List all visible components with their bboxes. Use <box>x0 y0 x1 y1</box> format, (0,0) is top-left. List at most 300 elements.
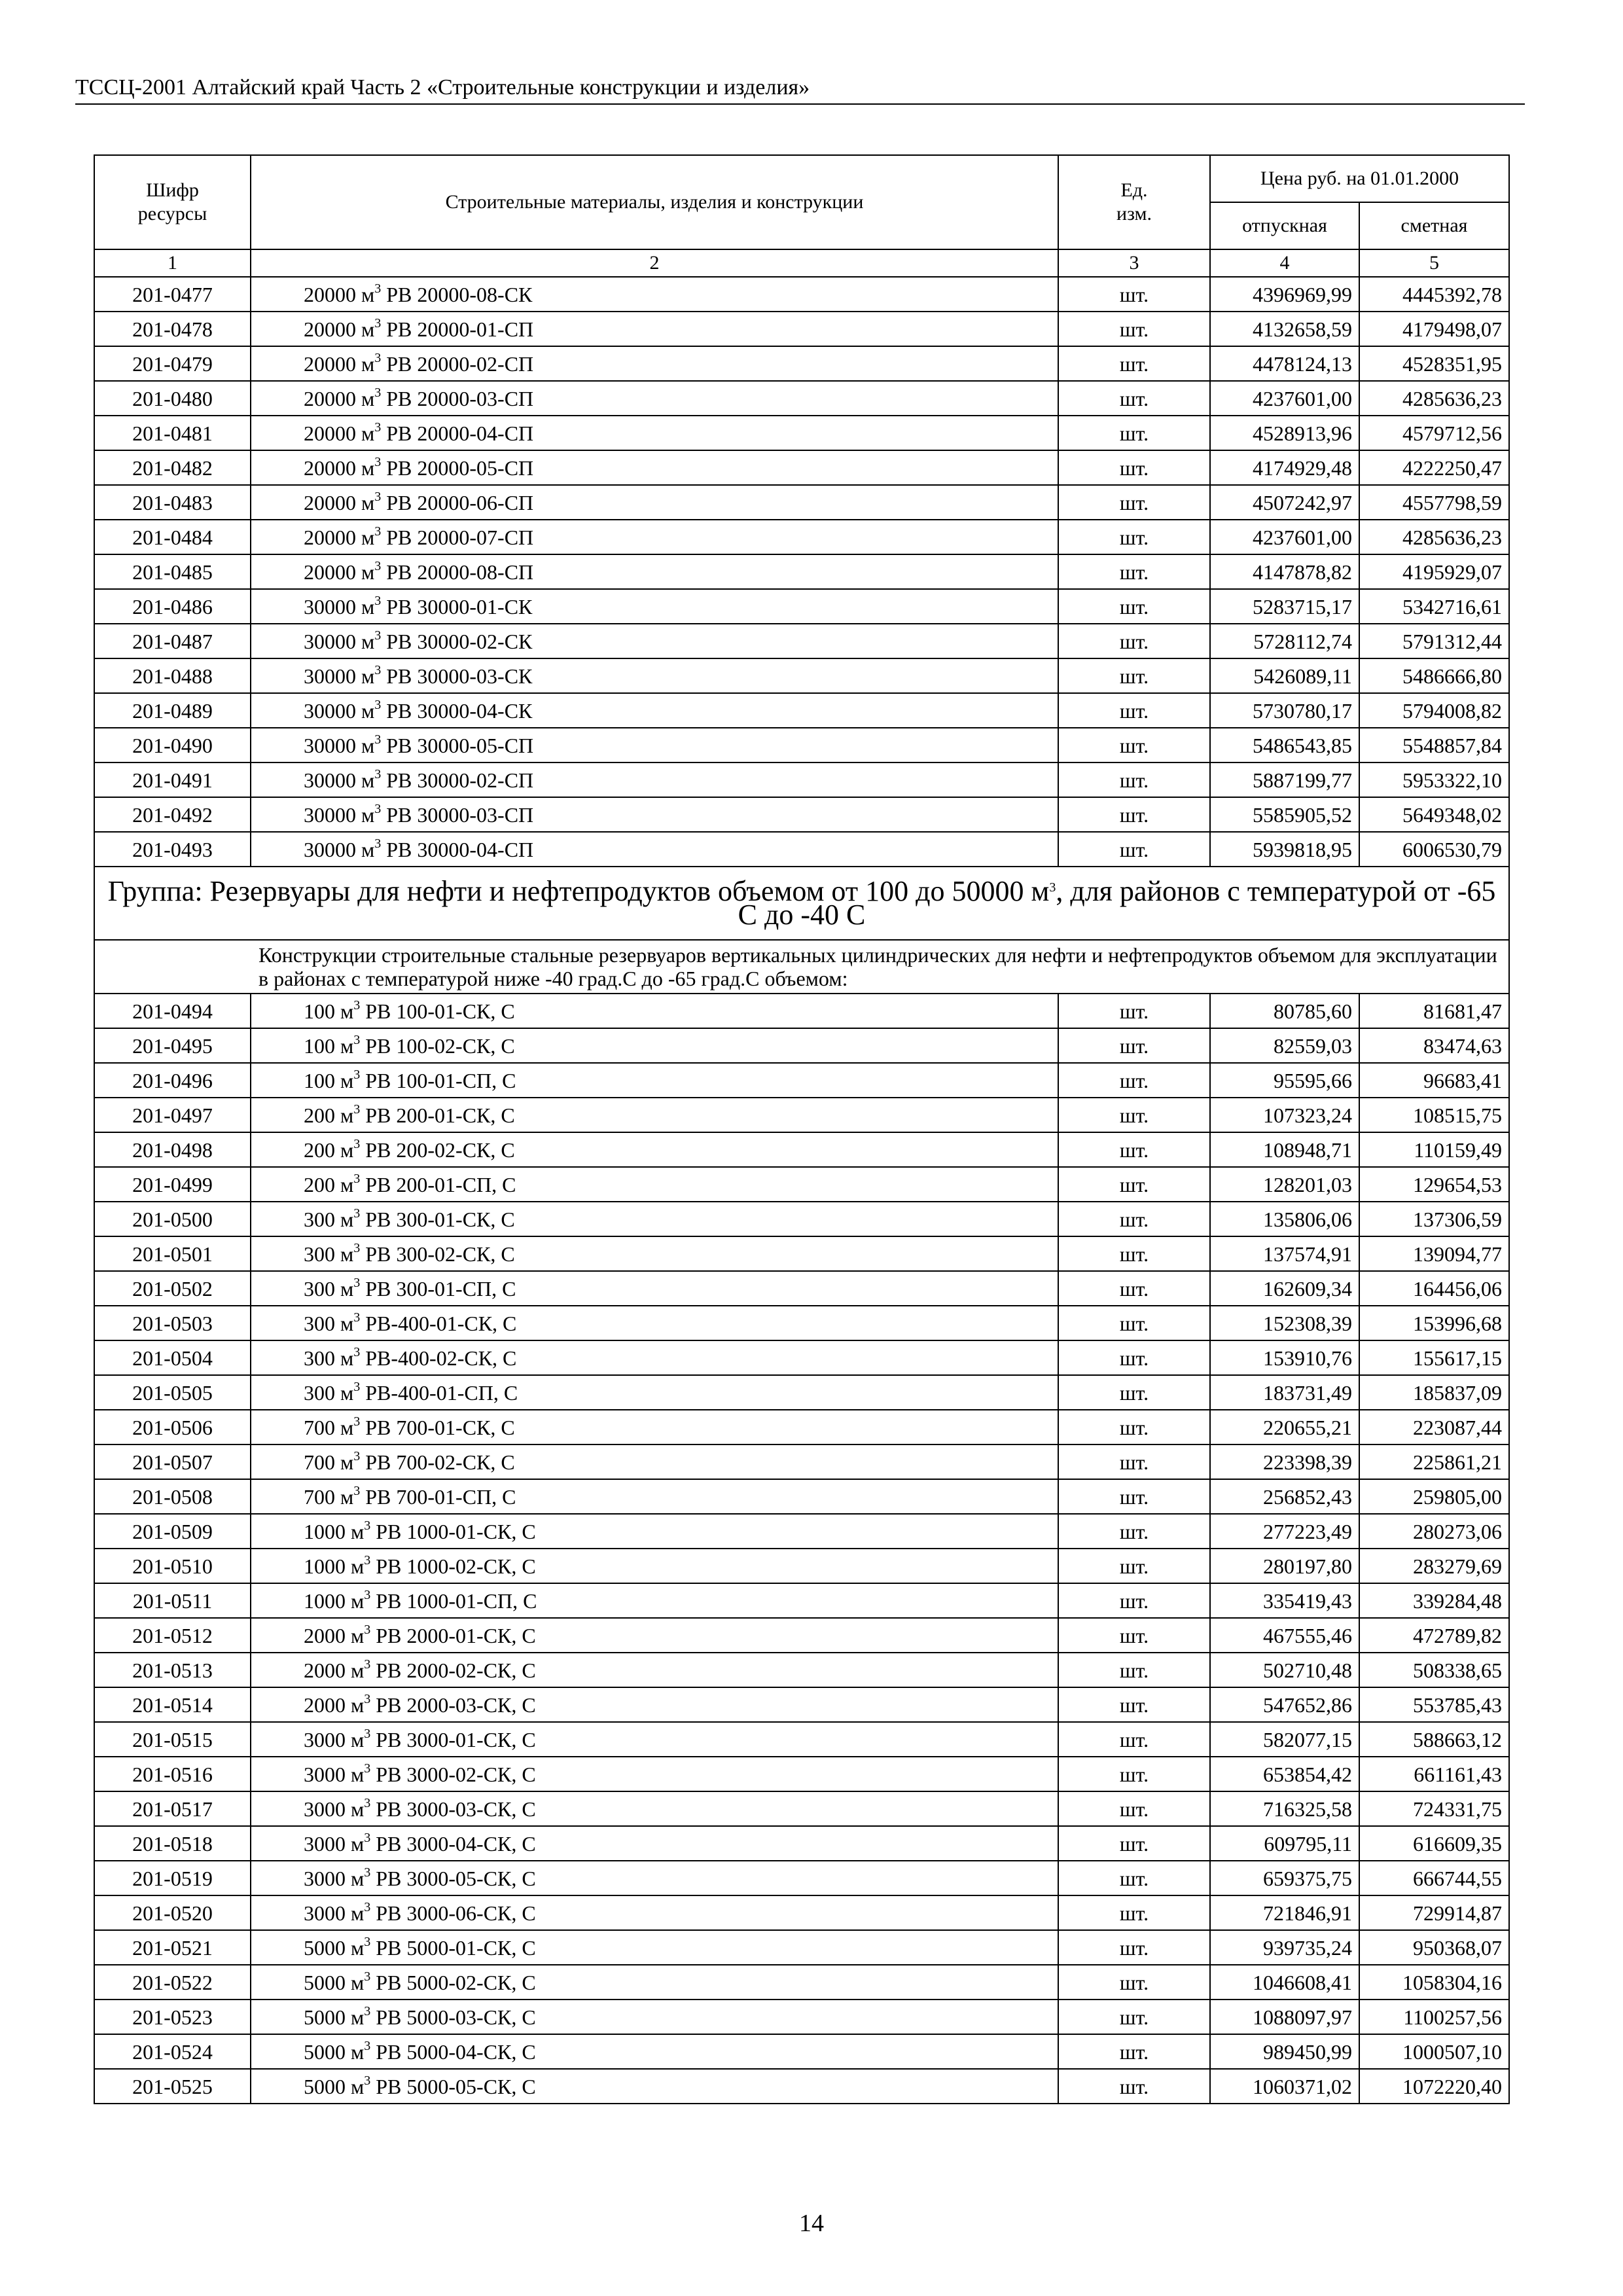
row-volume-unit: м <box>361 594 375 619</box>
row-unit: шт. <box>1058 520 1210 554</box>
row-volume: 3000 <box>304 1831 346 1856</box>
row-volume: 100 <box>304 1068 335 1092</box>
row-designation: РВ-400-02-СК, С <box>365 1346 517 1370</box>
row-price-estimate: 4195929,07 <box>1359 554 1509 589</box>
table-row <box>94 554 1509 589</box>
row-code: 201-0507 <box>94 1444 251 1479</box>
row-designation: РВ 5000-01-СК, С <box>376 1935 536 1960</box>
row-volume: 20000 <box>304 282 356 306</box>
row-price-release: 582077,15 <box>1210 1722 1359 1757</box>
row-price-estimate: 950368,07 <box>1359 1930 1509 1965</box>
table-row <box>94 1895 1509 1930</box>
row-name <box>251 277 1058 312</box>
row-unit: шт. <box>1058 2069 1210 2104</box>
row-volume-unit: м <box>351 1588 365 1613</box>
row-volume-unit-sup: 3 <box>374 836 382 851</box>
row-name <box>251 1167 1058 1202</box>
row-volume: 1000 <box>304 1554 346 1578</box>
table-row <box>94 589 1509 624</box>
row-price-release: 108948,71 <box>1210 1132 1359 1167</box>
row-price-estimate: 4579712,56 <box>1359 416 1509 450</box>
header-name: Строительные материалы, изделия и конструкции <box>251 155 1058 249</box>
row-code: 201-0489 <box>94 693 251 728</box>
row-code: 201-0512 <box>94 1618 251 1653</box>
row-volume-unit-sup: 3 <box>374 420 382 435</box>
table-row <box>94 1618 1509 1653</box>
row-price-estimate: 661161,43 <box>1359 1757 1509 1791</box>
row-name <box>251 2034 1058 2069</box>
row-price-release: 609795,11 <box>1210 1826 1359 1861</box>
row-price-estimate: 339284,48 <box>1359 1583 1509 1618</box>
row-volume-unit-sup: 3 <box>374 489 382 504</box>
row-price-estimate: 724331,75 <box>1359 1791 1509 1826</box>
row-price-release: 4507242,97 <box>1210 485 1359 520</box>
row-designation: РВ 5000-05-СК, С <box>376 2074 536 2098</box>
row-volume: 30000 <box>304 594 356 619</box>
header-price-group: Цена руб. на 01.01.2000 <box>1210 155 1509 202</box>
row-volume-unit-sup: 3 <box>374 732 382 747</box>
table-row <box>94 450 1509 485</box>
row-unit: шт. <box>1058 1271 1210 1306</box>
header-price-release: отпускная <box>1210 202 1359 249</box>
row-code: 201-0521 <box>94 1930 251 1965</box>
row-price-estimate: 5791312,44 <box>1359 624 1509 658</box>
row-volume: 100 <box>304 1033 335 1058</box>
row-volume: 2000 <box>304 1658 346 1682</box>
row-unit: шт. <box>1058 693 1210 728</box>
row-unit: шт. <box>1058 312 1210 346</box>
row-volume-unit-sup: 3 <box>364 1865 371 1880</box>
row-volume: 200 <box>304 1138 335 1162</box>
row-price-estimate: 223087,44 <box>1359 1410 1509 1444</box>
row-price-estimate: 259805,00 <box>1359 1479 1509 1514</box>
row-name <box>251 1132 1058 1167</box>
row-volume-unit: м <box>361 837 375 861</box>
row-code: 201-0513 <box>94 1653 251 1687</box>
table-row <box>94 2000 1509 2034</box>
row-volume-unit-sup: 3 <box>353 1379 361 1394</box>
row-name <box>251 1549 1058 1583</box>
row-price-release: 4528913,96 <box>1210 416 1359 450</box>
table-row <box>94 1791 1509 1826</box>
table-row <box>94 277 1509 312</box>
row-designation: РВ 2000-01-СК, С <box>376 1623 536 1647</box>
row-name <box>251 1098 1058 1132</box>
row-price-release: 1046608,41 <box>1210 1965 1359 2000</box>
table-row <box>94 1063 1509 1098</box>
table-row <box>94 1687 1509 1722</box>
row-designation: РВ-400-01-СК, С <box>365 1311 517 1335</box>
column-number: 3 <box>1058 249 1210 277</box>
row-price-release: 256852,43 <box>1210 1479 1359 1514</box>
table-row <box>94 1479 1509 1514</box>
row-volume-unit: м <box>340 1311 354 1335</box>
row-designation: РВ 5000-04-СК, С <box>376 2039 536 2064</box>
row-price-estimate: 110159,49 <box>1359 1132 1509 1167</box>
row-code: 201-0495 <box>94 1028 251 1063</box>
row-volume-unit-sup: 3 <box>364 2038 371 2053</box>
table-row <box>94 1340 1509 1375</box>
row-unit: шт. <box>1058 994 1210 1028</box>
row-volume-unit: м <box>361 629 375 653</box>
row-code: 201-0514 <box>94 1687 251 1722</box>
row-code: 201-0510 <box>94 1549 251 1583</box>
table-row <box>94 1583 1509 1618</box>
row-price-release: 653854,42 <box>1210 1757 1359 1791</box>
row-designation: РВ 3000-01-СК, С <box>376 1727 536 1751</box>
row-designation: РВ 30000-03-СП <box>386 802 534 827</box>
row-name <box>251 312 1058 346</box>
table-row <box>94 1861 1509 1895</box>
row-unit: шт. <box>1058 1410 1210 1444</box>
row-designation: РВ 30000-02-СП <box>386 768 534 792</box>
row-unit: шт. <box>1058 1583 1210 1618</box>
row-unit: шт. <box>1058 1618 1210 1653</box>
row-unit: шт. <box>1058 1757 1210 1791</box>
row-volume: 3000 <box>304 1762 346 1786</box>
row-volume-unit-sup: 3 <box>353 1206 361 1221</box>
row-price-estimate: 588663,12 <box>1359 1722 1509 1757</box>
row-designation: РВ 20000-03-СП <box>386 386 534 410</box>
table-body-b <box>94 994 1509 2104</box>
row-name <box>251 1514 1058 1549</box>
table-row <box>94 658 1509 693</box>
row-name <box>251 1618 1058 1653</box>
row-name <box>251 762 1058 797</box>
row-price-release: 5486543,85 <box>1210 728 1359 762</box>
row-volume: 200 <box>304 1103 335 1127</box>
row-price-release: 5887199,77 <box>1210 762 1359 797</box>
row-volume: 700 <box>304 1484 335 1509</box>
row-name <box>251 1895 1058 1930</box>
row-unit: шт. <box>1058 1236 1210 1271</box>
table-row <box>94 1202 1509 1236</box>
table-row <box>94 1930 1509 1965</box>
row-volume-unit: м <box>361 421 375 445</box>
row-name <box>251 1306 1058 1340</box>
row-code: 201-0478 <box>94 312 251 346</box>
row-name <box>251 485 1058 520</box>
row-volume-unit-sup: 3 <box>364 1830 371 1845</box>
row-volume: 20000 <box>304 525 356 549</box>
row-price-estimate: 6006530,79 <box>1359 832 1509 867</box>
row-price-release: 989450,99 <box>1210 2034 1359 2069</box>
row-name <box>251 450 1058 485</box>
row-volume-unit-sup: 3 <box>374 766 382 781</box>
row-price-estimate: 153996,68 <box>1359 1306 1509 1340</box>
table-row <box>94 693 1509 728</box>
row-name <box>251 1340 1058 1375</box>
row-name <box>251 346 1058 381</box>
row-unit: шт. <box>1058 1340 1210 1375</box>
group-title-part1: Группа: Резервуары для нефти и нефтепродуктов объемом от 100 до 50000 м <box>107 875 1050 907</box>
row-price-release: 1060371,02 <box>1210 2069 1359 2104</box>
table-row <box>94 728 1509 762</box>
group-description-row <box>94 940 1509 994</box>
row-volume-unit: м <box>361 317 375 341</box>
row-code: 201-0482 <box>94 450 251 485</box>
row-volume: 1000 <box>304 1588 346 1613</box>
row-unit: шт. <box>1058 1514 1210 1549</box>
table-row <box>94 1965 1509 2000</box>
row-designation: РВ 300-01-СП, С <box>365 1276 516 1300</box>
row-volume: 5000 <box>304 1970 346 1994</box>
row-unit: шт. <box>1058 1167 1210 1202</box>
row-volume-unit: м <box>340 1450 354 1474</box>
row-volume-unit: м <box>351 1693 365 1717</box>
row-volume-unit: м <box>351 1797 365 1821</box>
row-volume: 200 <box>304 1172 335 1196</box>
price-table <box>94 154 1510 2104</box>
row-unit: шт. <box>1058 1687 1210 1722</box>
row-price-release: 1088097,97 <box>1210 2000 1359 2034</box>
row-price-estimate: 5486666,80 <box>1359 658 1509 693</box>
row-volume: 20000 <box>304 456 356 480</box>
row-designation: РВ 30000-04-СК <box>386 698 533 723</box>
row-volume-unit: м <box>351 1519 365 1543</box>
row-name <box>251 1444 1058 1479</box>
row-code: 201-0487 <box>94 624 251 658</box>
row-unit: шт. <box>1058 1028 1210 1063</box>
row-price-estimate: 137306,59 <box>1359 1202 1509 1236</box>
row-code: 201-0500 <box>94 1202 251 1236</box>
row-volume-unit: м <box>361 282 375 306</box>
row-designation: РВ 100-01-СП, С <box>365 1068 516 1092</box>
table-row <box>94 1444 1509 1479</box>
row-volume-unit-sup: 3 <box>364 1934 371 1949</box>
row-volume-unit-sup: 3 <box>353 997 361 1013</box>
row-price-estimate: 1058304,16 <box>1359 1965 1509 2000</box>
table-row <box>94 797 1509 832</box>
row-designation: РВ 1000-01-СП, С <box>376 1588 537 1613</box>
row-unit: шт. <box>1058 1202 1210 1236</box>
row-name <box>251 589 1058 624</box>
row-name <box>251 1375 1058 1410</box>
row-code: 201-0481 <box>94 416 251 450</box>
row-volume-unit-sup: 3 <box>353 1310 361 1325</box>
row-price-release: 95595,66 <box>1210 1063 1359 1098</box>
row-code: 201-0499 <box>94 1167 251 1202</box>
row-volume-unit-sup: 3 <box>353 1032 361 1047</box>
row-volume: 3000 <box>304 1866 346 1890</box>
row-name <box>251 1791 1058 1826</box>
group-title <box>94 867 1509 940</box>
table-row <box>94 485 1509 520</box>
row-name <box>251 728 1058 762</box>
row-volume: 700 <box>304 1415 335 1439</box>
row-price-release: 716325,58 <box>1210 1791 1359 1826</box>
row-price-estimate: 4557798,59 <box>1359 485 1509 520</box>
row-price-release: 5730780,17 <box>1210 693 1359 728</box>
row-volume-unit: м <box>340 1068 354 1092</box>
group-section <box>94 867 1509 994</box>
row-price-release: 4237601,00 <box>1210 520 1359 554</box>
row-designation: РВ 300-01-СК, С <box>365 1207 515 1231</box>
row-volume: 20000 <box>304 386 356 410</box>
table-row <box>94 1028 1509 1063</box>
row-unit: шт. <box>1058 832 1210 867</box>
row-volume-unit-sup: 3 <box>364 1587 371 1602</box>
row-price-release: 4147878,82 <box>1210 554 1359 589</box>
row-volume-unit: м <box>351 1866 365 1890</box>
row-unit: шт. <box>1058 450 1210 485</box>
row-designation: РВ 20000-04-СП <box>386 421 534 445</box>
row-designation: РВ 3000-04-СК, С <box>376 1831 536 1856</box>
running-header: ТССЦ-2001 Алтайский край Часть 2 «Строительные конструкции и изделия» <box>75 73 1525 105</box>
row-code: 201-0493 <box>94 832 251 867</box>
row-designation: РВ 700-02-СК, С <box>365 1450 515 1474</box>
row-volume-unit-sup: 3 <box>374 628 382 643</box>
row-price-release: 5939818,95 <box>1210 832 1359 867</box>
row-price-release: 4396969,99 <box>1210 277 1359 312</box>
row-price-estimate: 96683,41 <box>1359 1063 1509 1098</box>
row-name <box>251 1271 1058 1306</box>
row-volume-unit: м <box>351 1901 365 1925</box>
column-number: 5 <box>1359 249 1509 277</box>
row-volume-unit: м <box>340 1103 354 1127</box>
row-volume-unit-sup: 3 <box>374 558 382 573</box>
row-price-release: 659375,75 <box>1210 1861 1359 1895</box>
row-code: 201-0485 <box>94 554 251 589</box>
row-price-estimate: 81681,47 <box>1359 994 1509 1028</box>
row-price-estimate: 185837,09 <box>1359 1375 1509 1410</box>
row-volume-unit-sup: 3 <box>364 1657 371 1672</box>
table-row <box>94 1757 1509 1791</box>
row-volume: 5000 <box>304 2074 346 2098</box>
row-name <box>251 416 1058 450</box>
row-price-release: 135806,06 <box>1210 1202 1359 1236</box>
row-name <box>251 1583 1058 1618</box>
table-row <box>94 312 1509 346</box>
row-designation: РВ 20000-07-СП <box>386 525 534 549</box>
row-volume: 3000 <box>304 1797 346 1821</box>
row-unit: шт. <box>1058 554 1210 589</box>
row-volume-unit: м <box>340 1346 354 1370</box>
row-unit: шт. <box>1058 1895 1210 1930</box>
header-unit: Ед. изм. <box>1058 155 1210 249</box>
row-price-estimate: 5794008,82 <box>1359 693 1509 728</box>
row-code: 201-0492 <box>94 797 251 832</box>
table-row <box>94 1722 1509 1757</box>
row-volume-unit-sup: 3 <box>374 385 382 400</box>
row-code: 201-0483 <box>94 485 251 520</box>
row-volume-unit: м <box>351 1554 365 1578</box>
row-price-release: 5426089,11 <box>1210 658 1359 693</box>
row-price-release: 5585905,52 <box>1210 797 1359 832</box>
row-price-estimate: 5953322,10 <box>1359 762 1509 797</box>
row-price-estimate: 139094,77 <box>1359 1236 1509 1271</box>
row-price-release: 220655,21 <box>1210 1410 1359 1444</box>
row-volume: 20000 <box>304 317 356 341</box>
row-volume-unit: м <box>361 802 375 827</box>
row-unit: шт. <box>1058 1063 1210 1098</box>
table-row <box>94 2069 1509 2104</box>
row-code: 201-0524 <box>94 2034 251 2069</box>
row-name <box>251 1757 1058 1791</box>
row-code: 201-0518 <box>94 1826 251 1861</box>
row-volume: 30000 <box>304 837 356 861</box>
table-row <box>94 1306 1509 1340</box>
header-price-estimate: сметная <box>1359 202 1509 249</box>
row-volume-unit: м <box>351 1970 365 1994</box>
table-row <box>94 1826 1509 1861</box>
row-volume-unit-sup: 3 <box>364 1899 371 1914</box>
row-name <box>251 554 1058 589</box>
row-volume: 300 <box>304 1242 335 1266</box>
row-designation: РВ 20000-02-СП <box>386 351 534 376</box>
row-volume-unit-sup: 3 <box>364 1761 371 1776</box>
row-volume: 30000 <box>304 802 356 827</box>
row-designation: РВ 200-01-СП, С <box>365 1172 516 1196</box>
table-row <box>94 1236 1509 1271</box>
row-price-release: 335419,43 <box>1210 1583 1359 1618</box>
row-volume-unit-sup: 3 <box>353 1136 361 1151</box>
row-volume-unit: м <box>361 456 375 480</box>
row-name <box>251 624 1058 658</box>
group-title-sup: 3 <box>1049 880 1056 895</box>
row-designation: РВ 5000-02-СК, С <box>376 1970 536 1994</box>
row-price-release: 183731,49 <box>1210 1375 1359 1410</box>
row-volume: 30000 <box>304 733 356 757</box>
row-price-estimate: 155617,15 <box>1359 1340 1509 1375</box>
row-price-release: 547652,86 <box>1210 1687 1359 1722</box>
row-volume-unit: м <box>351 2039 365 2064</box>
row-volume-unit-sup: 3 <box>374 697 382 712</box>
row-volume: 20000 <box>304 560 356 584</box>
row-price-estimate: 1100257,56 <box>1359 2000 1509 2034</box>
row-code: 201-0497 <box>94 1098 251 1132</box>
row-price-release: 80785,60 <box>1210 994 1359 1028</box>
row-volume-unit: м <box>351 1762 365 1786</box>
row-designation: РВ 20000-01-СП <box>386 317 534 341</box>
header-code: Шифр ресурсы <box>94 155 251 249</box>
table-row <box>94 1132 1509 1167</box>
row-code: 201-0501 <box>94 1236 251 1271</box>
row-price-release: 280197,80 <box>1210 1549 1359 1583</box>
row-price-release: 5283715,17 <box>1210 589 1359 624</box>
row-unit: шт. <box>1058 1930 1210 1965</box>
row-price-release: 162609,34 <box>1210 1271 1359 1306</box>
column-number-row <box>94 249 1509 277</box>
row-volume-unit-sup: 3 <box>364 1795 371 1810</box>
row-volume-unit: м <box>361 733 375 757</box>
table-row <box>94 1514 1509 1549</box>
row-unit: шт. <box>1058 346 1210 381</box>
row-price-estimate: 83474,63 <box>1359 1028 1509 1063</box>
group-description: Конструкции строительные стальные резервуаров вертикальных цилиндрических для нефти и нефтепродуктов объемом для эксплуатации в районах с температурой ниже -40 град.С до -65 град.С объемом: <box>94 940 1509 994</box>
column-number: 4 <box>1210 249 1359 277</box>
row-volume-unit-sup: 3 <box>353 1483 361 1498</box>
row-unit: шт. <box>1058 2000 1210 2034</box>
row-unit: шт. <box>1058 589 1210 624</box>
row-name <box>251 693 1058 728</box>
row-volume-unit: м <box>361 525 375 549</box>
row-code: 201-0525 <box>94 2069 251 2104</box>
row-code: 201-0505 <box>94 1375 251 1410</box>
row-name <box>251 1236 1058 1271</box>
row-name <box>251 994 1058 1028</box>
row-volume: 5000 <box>304 2005 346 2029</box>
table-row <box>94 994 1509 1028</box>
row-designation: РВ 20000-06-СП <box>386 490 534 514</box>
table-row <box>94 762 1509 797</box>
row-volume: 300 <box>304 1346 335 1370</box>
row-unit: шт. <box>1058 416 1210 450</box>
table-row <box>94 346 1509 381</box>
row-price-release: 4237601,00 <box>1210 381 1359 416</box>
row-volume-unit-sup: 3 <box>353 1067 361 1082</box>
row-volume-unit: м <box>361 698 375 723</box>
